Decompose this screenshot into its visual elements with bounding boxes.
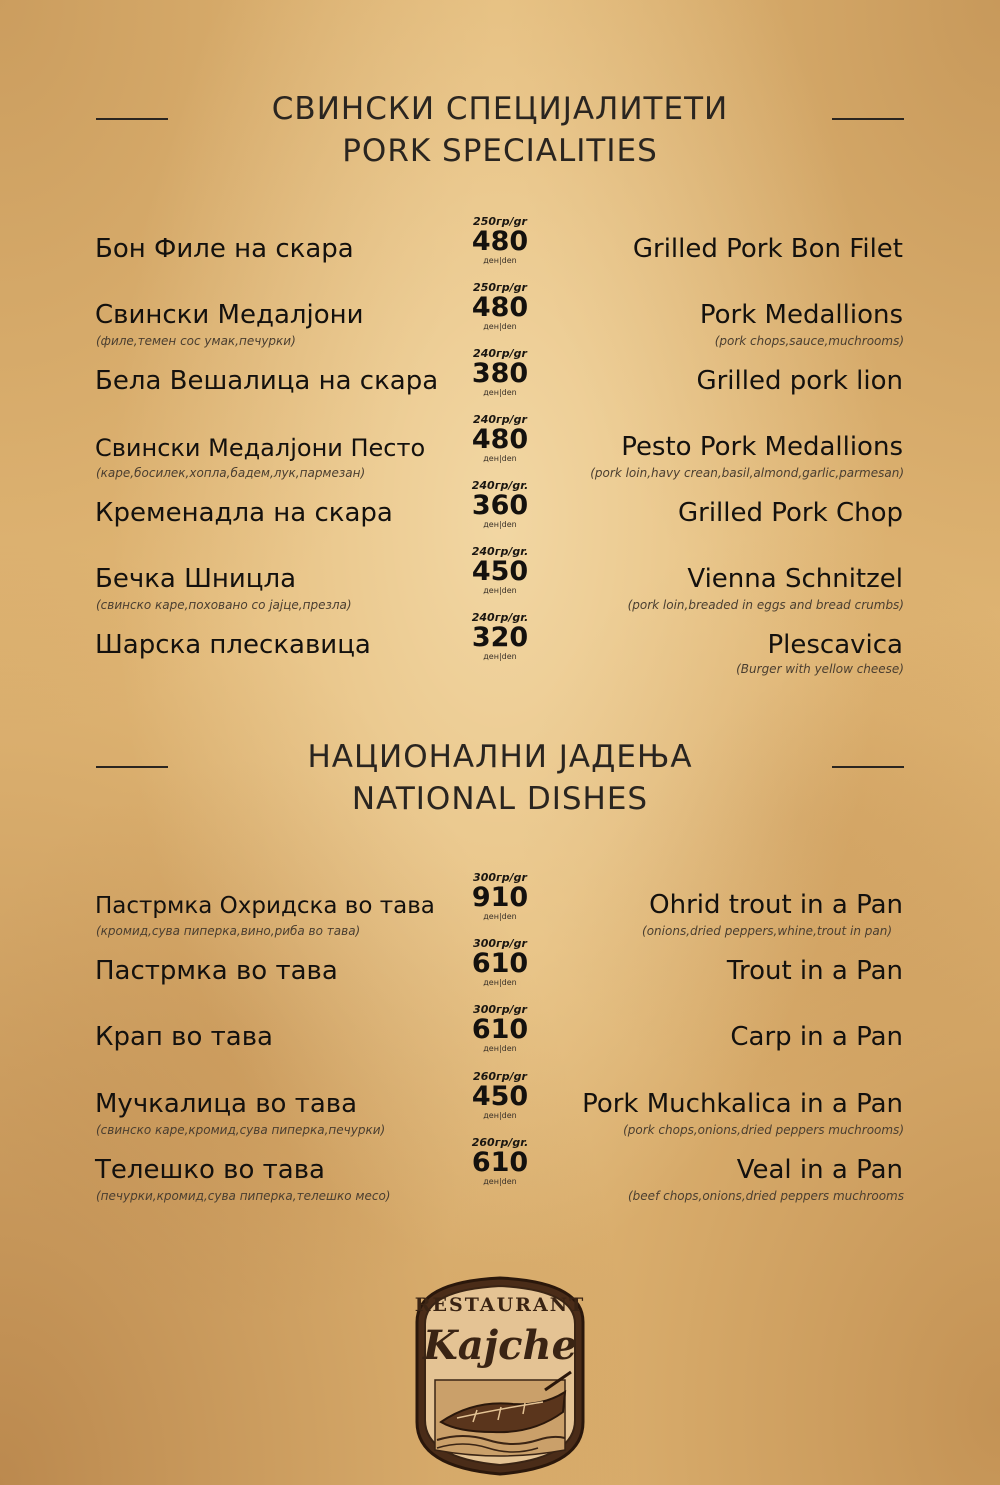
- item-currency: ден|den: [483, 454, 517, 463]
- price-block: [468, 546, 532, 595]
- logo-name-text: Kajche: [422, 1322, 578, 1369]
- item-name-mk: Телешко во тава: [95, 1155, 325, 1185]
- item-desc-en: (pork loin,havy crean,basil,almond,garlic,parmesan): [590, 466, 904, 480]
- item-price: 480: [471, 226, 529, 257]
- item-desc-mk: (кромид,сува пиперка,вино,риба во тава): [96, 924, 361, 938]
- header-rule-right: [832, 766, 904, 768]
- item-desc-en: (Burger with yellow cheese): [736, 662, 904, 676]
- item-desc-en: (onions,dried peppers,whine,trout in pan): [642, 924, 892, 938]
- item-currency: ден|den: [483, 1177, 517, 1186]
- item-currency: ден|den: [483, 520, 517, 529]
- item-price: 320: [471, 622, 529, 653]
- item-currency: ден|den: [483, 978, 517, 987]
- item-currency: ден|den: [483, 1044, 517, 1053]
- item-portion: 240гр/gr: [473, 347, 527, 360]
- item-desc-mk: (свинско каре,кромид,сува пиперка,печурки): [96, 1123, 386, 1137]
- item-name-mk: Свински Медалјони Песто: [95, 434, 426, 462]
- item-portion: 240гр/gr: [473, 413, 527, 426]
- price-block: [468, 216, 532, 265]
- item-currency: ден|den: [483, 322, 517, 331]
- price-block: [468, 348, 532, 397]
- section-title-en: PORK SPECIALITIES: [342, 133, 658, 169]
- logo-restaurant-text: RESTAURANT: [414, 1294, 586, 1316]
- menu-item: [0, 611, 1000, 686]
- menu-item: [0, 1136, 1000, 1211]
- item-price: 450: [471, 556, 529, 587]
- item-name-mk: Шарска плескавица: [95, 630, 371, 660]
- item-portion: 250гр/gr: [473, 215, 527, 228]
- price-block: [468, 612, 532, 661]
- section-title-mk: НАЦИОНАЛНИ ЈАДЕЊА: [307, 739, 693, 775]
- item-name-mk: Свински Медалјони: [95, 300, 364, 330]
- item-price: 910: [471, 882, 529, 913]
- item-desc-mk: (печурки,кромид,сува пиперка,телешко месо): [96, 1189, 391, 1203]
- item-name-en: Pesto Pork Medallions: [621, 432, 903, 462]
- item-portion: 300гр/gr: [473, 1003, 527, 1016]
- item-desc-mk: (каре,босилек,хопла,бадем,лук,пармезан): [96, 466, 366, 480]
- item-portion: 240гр/gr.: [471, 545, 529, 558]
- item-name-mk: Мучкалица во тава: [95, 1089, 358, 1119]
- item-price: 480: [471, 292, 529, 323]
- price-block: [468, 1071, 532, 1120]
- price-block: [468, 1004, 532, 1053]
- section-national-dishes: [0, 736, 1000, 866]
- item-name-en: Grilled Pork Chop: [678, 498, 903, 528]
- item-portion: 240гр/gr.: [471, 611, 529, 624]
- item-name-en: Trout in a Pan: [726, 956, 903, 986]
- item-name-mk: Бела Вешалица на скара: [95, 366, 439, 396]
- item-name-en: Vienna Schnitzel: [687, 564, 903, 594]
- item-price: 610: [471, 1147, 529, 1178]
- price-block: [468, 282, 532, 331]
- item-name-mk: Крап во тава: [95, 1022, 273, 1052]
- menu-item: [0, 1003, 1000, 1078]
- item-portion: 260гр/gr.: [471, 1136, 529, 1149]
- item-price: 360: [471, 490, 529, 521]
- item-portion: 250гр/gr: [473, 281, 527, 294]
- item-portion: 300гр/gr: [473, 937, 527, 950]
- item-desc-en: (pork chops,sauce,muchrooms): [714, 334, 904, 348]
- section-pork-specialities: [0, 88, 1000, 218]
- item-name-mk: Пастрмка во тава: [95, 956, 338, 986]
- item-currency: ден|den: [483, 912, 517, 921]
- section-title-en: NATIONAL DISHES: [351, 781, 649, 817]
- item-price: 450: [471, 1081, 529, 1112]
- section-header: [0, 88, 1000, 218]
- item-desc-en: (beef chops,onions,dried peppers muchrooms: [628, 1189, 904, 1203]
- item-portion: 240гр/gr.: [471, 479, 529, 492]
- item-price: 480: [471, 424, 529, 455]
- item-name-en: Veal in a Pan: [736, 1155, 903, 1185]
- item-price: 610: [471, 948, 529, 979]
- price-block: [468, 480, 532, 529]
- item-name-en: Pork Medallions: [699, 300, 903, 330]
- item-currency: ден|den: [483, 586, 517, 595]
- item-portion: 260гр/gr: [473, 1070, 527, 1083]
- item-price: 610: [471, 1014, 529, 1045]
- item-portion: 300гр/gr: [473, 871, 527, 884]
- header-rule-right: [832, 118, 904, 120]
- item-name-en: Grilled pork lion: [696, 366, 903, 396]
- item-desc-mk: (филе,темен сос умак,печурки): [96, 334, 296, 348]
- item-name-en: Grilled Pork Bon Filet: [632, 234, 903, 264]
- item-currency: ден|den: [483, 388, 517, 397]
- item-name-en: Ohrid trout in a Pan: [649, 890, 903, 920]
- item-desc-en: (pork loin,breaded in eggs and bread crumbs): [627, 598, 904, 612]
- item-price: 380: [471, 358, 529, 389]
- price-block: [468, 938, 532, 987]
- item-currency: ден|den: [483, 652, 517, 661]
- restaurant-logo: [413, 1272, 587, 1478]
- item-name-mk: Бон Филе на скара: [95, 234, 354, 264]
- item-name-mk: Кременадла на скара: [95, 498, 393, 528]
- item-name-mk: Пастрмка Охридска во тава: [95, 893, 435, 919]
- section-header: [0, 736, 1000, 866]
- item-desc-en: (pork chops,onions,dried peppers muchrooms): [623, 1123, 904, 1137]
- price-block: [468, 414, 532, 463]
- item-currency: ден|den: [483, 1111, 517, 1120]
- price-block: [468, 872, 532, 921]
- item-name-en: Plescavica: [767, 630, 903, 660]
- item-name-mk: Бечка Шницла: [95, 564, 297, 594]
- item-desc-mk: (свинско каре,поховано со јајце,презла): [96, 598, 352, 612]
- price-block: [468, 1137, 532, 1186]
- item-name-en: Pork Muchkalica in a Pan: [582, 1089, 903, 1119]
- item-name-en: Carp in a Pan: [730, 1022, 903, 1052]
- section-title-mk: СВИНСКИ СПЕЦИЈАЛИТЕТИ: [271, 91, 729, 127]
- item-currency: ден|den: [483, 256, 517, 265]
